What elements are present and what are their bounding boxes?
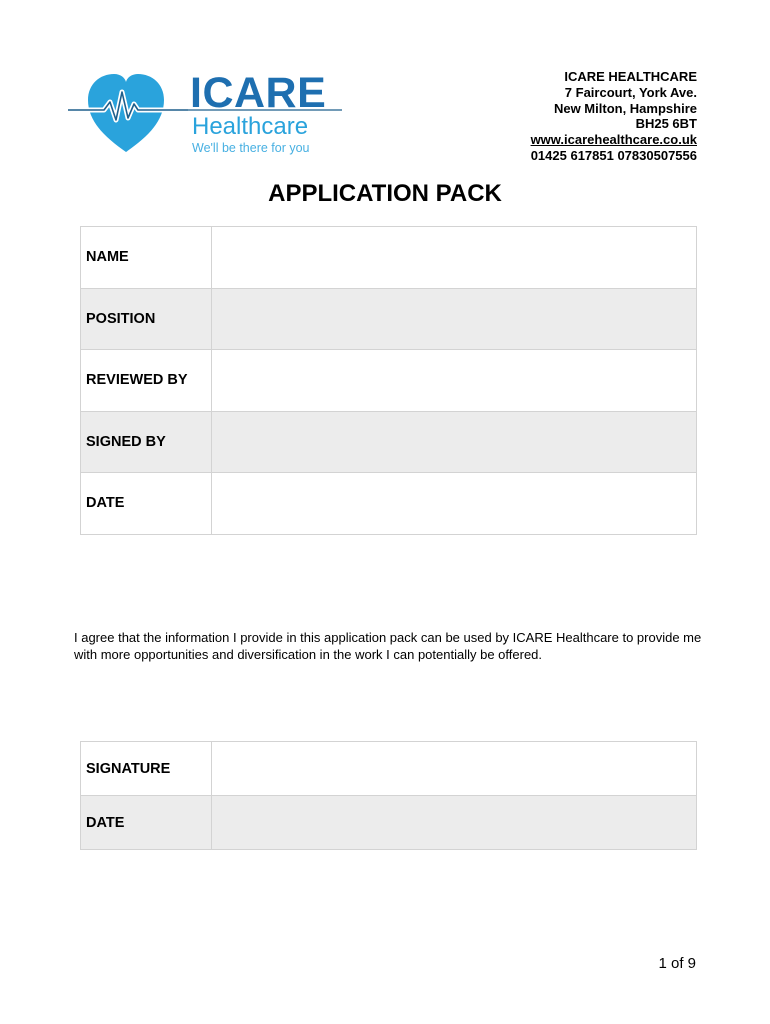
logo-name: ICARE [190, 69, 327, 117]
company-name: ICARE HEALTHCARE [564, 69, 697, 84]
signature-form-table [80, 741, 697, 850]
company-address [531, 69, 697, 164]
address-postcode: BH25 6BT [635, 116, 697, 132]
signed-by-field[interactable] [212, 411, 697, 473]
signature-field[interactable] [212, 742, 697, 796]
date-label: DATE [81, 473, 212, 535]
details-form-table [80, 226, 697, 535]
form-row-signature [81, 742, 697, 796]
date-field[interactable] [212, 473, 697, 535]
signature-date-label: DATE [81, 796, 212, 850]
signature-label: SIGNATURE [81, 742, 212, 796]
website-link[interactable]: www.icarehealthcare.co.uk [530, 132, 697, 148]
form-row-date [81, 473, 697, 535]
reviewed-by-label: REVIEWED BY [81, 350, 212, 412]
name-label: NAME [81, 227, 212, 289]
address-town: New Milton, Hampshire [553, 100, 697, 116]
name-field[interactable] [212, 227, 697, 289]
position-field[interactable] [212, 288, 697, 350]
form-row-reviewed-by [81, 350, 697, 412]
logo-subtitle: Healthcare [192, 113, 309, 140]
signed-by-label: SIGNED BY [81, 411, 212, 473]
consent-statement: I agree that the information I provide in this application pack can be used by ICARE Healthcare to provide me with more opportunities and diversification in the work I can potentially be offered. [74, 630, 702, 662]
address-street: 7 Faircourt, York Ave. [564, 84, 697, 100]
company-logo [66, 70, 346, 160]
form-row-name [81, 227, 697, 289]
form-row-signed-by [81, 411, 697, 473]
form-row-position [81, 288, 697, 350]
signature-date-field[interactable] [212, 796, 697, 850]
phone-numbers: 01425 617851 07830507556 [530, 147, 697, 163]
page-title: APPLICATION PACK [268, 180, 502, 207]
reviewed-by-field[interactable] [212, 350, 697, 412]
page-number: 1 of 9 [658, 955, 696, 972]
position-label: POSITION [81, 288, 212, 350]
logo-tagline: We'll be there for you [192, 141, 310, 155]
form-row-signature-date [81, 796, 697, 850]
